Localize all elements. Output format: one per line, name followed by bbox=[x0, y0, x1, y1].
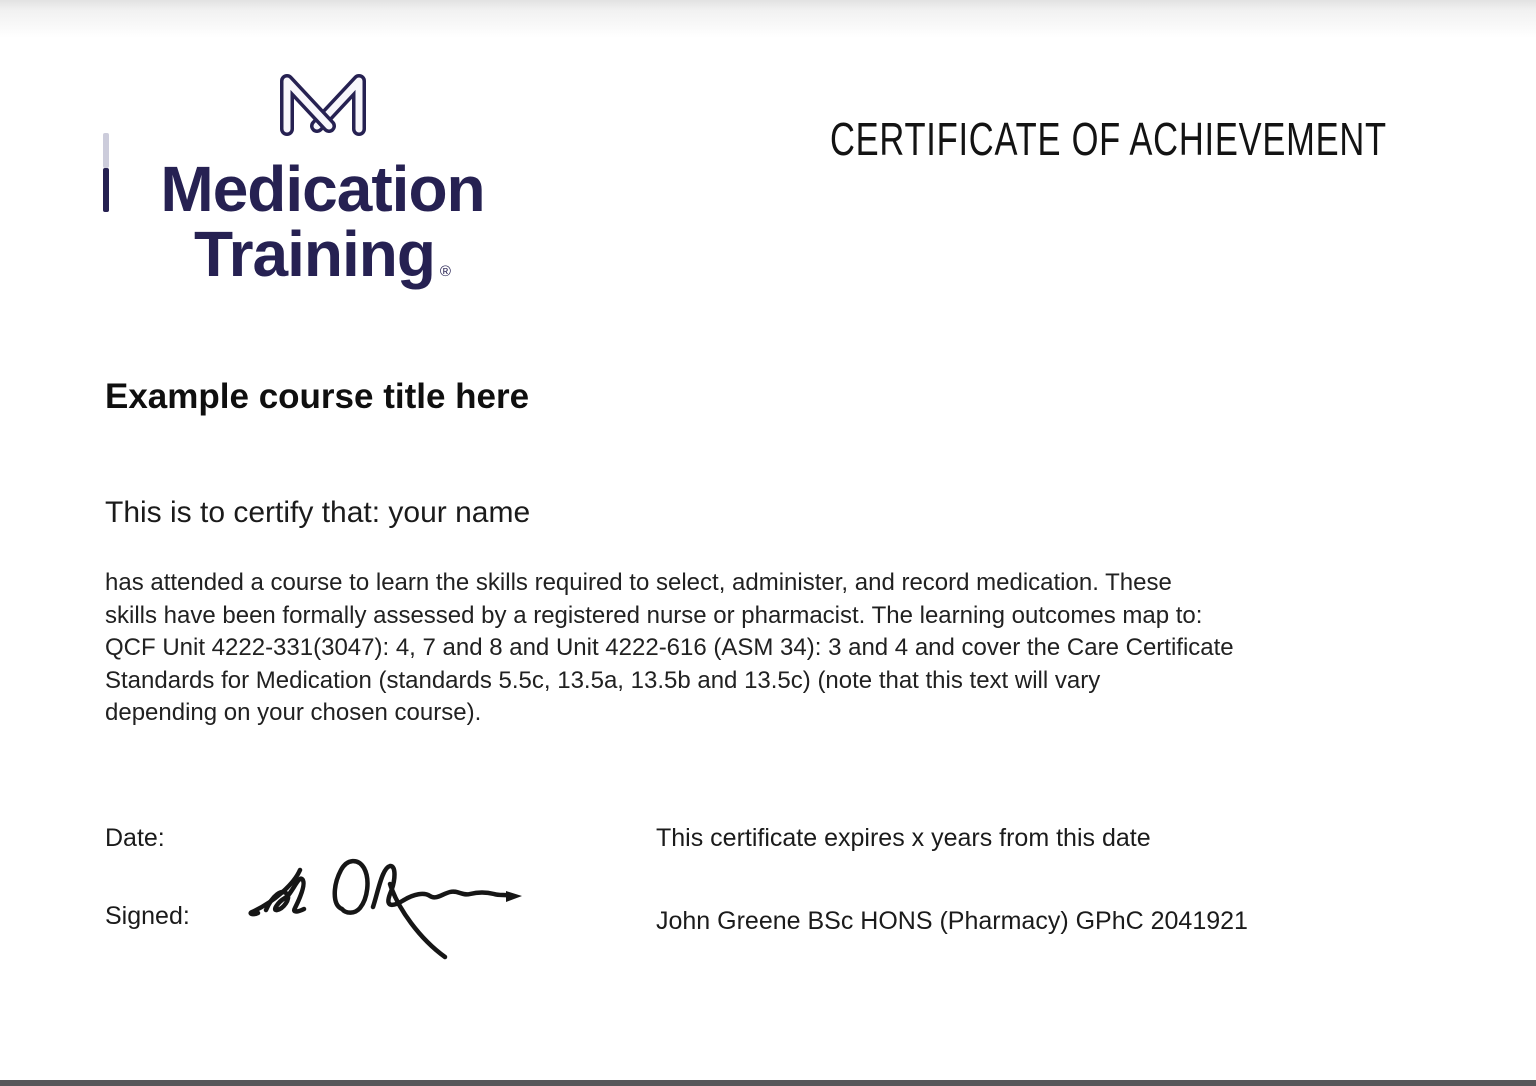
logo-wordmark-line2: Training ® bbox=[194, 218, 451, 290]
paragraph-line: depending on your chosen course). bbox=[105, 699, 482, 726]
expiry-text: This certificate expires x years from this date bbox=[656, 824, 1151, 852]
medication-training-m-icon bbox=[277, 66, 369, 142]
page-bottom-edge-bar bbox=[0, 1080, 1536, 1086]
certificate-of-achievement-title: CERTIFICATE OF ACHIEVEMENT bbox=[830, 113, 1387, 165]
registered-trademark-symbol: ® bbox=[439, 263, 451, 280]
medication-training-logo bbox=[100, 66, 545, 306]
handwritten-signature-image bbox=[238, 852, 530, 975]
date-label: Date: bbox=[105, 824, 165, 852]
logo-wordmark-line1: Medication bbox=[160, 153, 485, 225]
paragraph-line: QCF Unit 4222-331(3047): 4, 7 and 8 and Unit 4222-616 (ASM 34): 3 and 4 and cover the Care Certificate bbox=[105, 634, 1234, 661]
signatory-name-line: John Greene BSc HONS (Pharmacy) GPhC 2041921 bbox=[656, 907, 1248, 935]
certify-recipient-line: This is to certify that: your name bbox=[105, 496, 531, 529]
page-top-shadow bbox=[0, 0, 1536, 40]
signed-label: Signed: bbox=[105, 902, 190, 930]
course-title: Example course title here bbox=[105, 377, 530, 416]
paragraph-line: Standards for Medication (standards 5.5c, 13.5a, 13.5b and 13.5c) (note that this text will vary bbox=[105, 666, 1101, 694]
paragraph-line: has attended a course to learn the skills required to select, administer, and record medication. These bbox=[105, 569, 1172, 596]
paragraph-line: skills have been formally assessed by a registered nurse or pharmacist. The learning outcomes map to: bbox=[105, 601, 1203, 629]
course-description-paragraph bbox=[105, 567, 1234, 730]
